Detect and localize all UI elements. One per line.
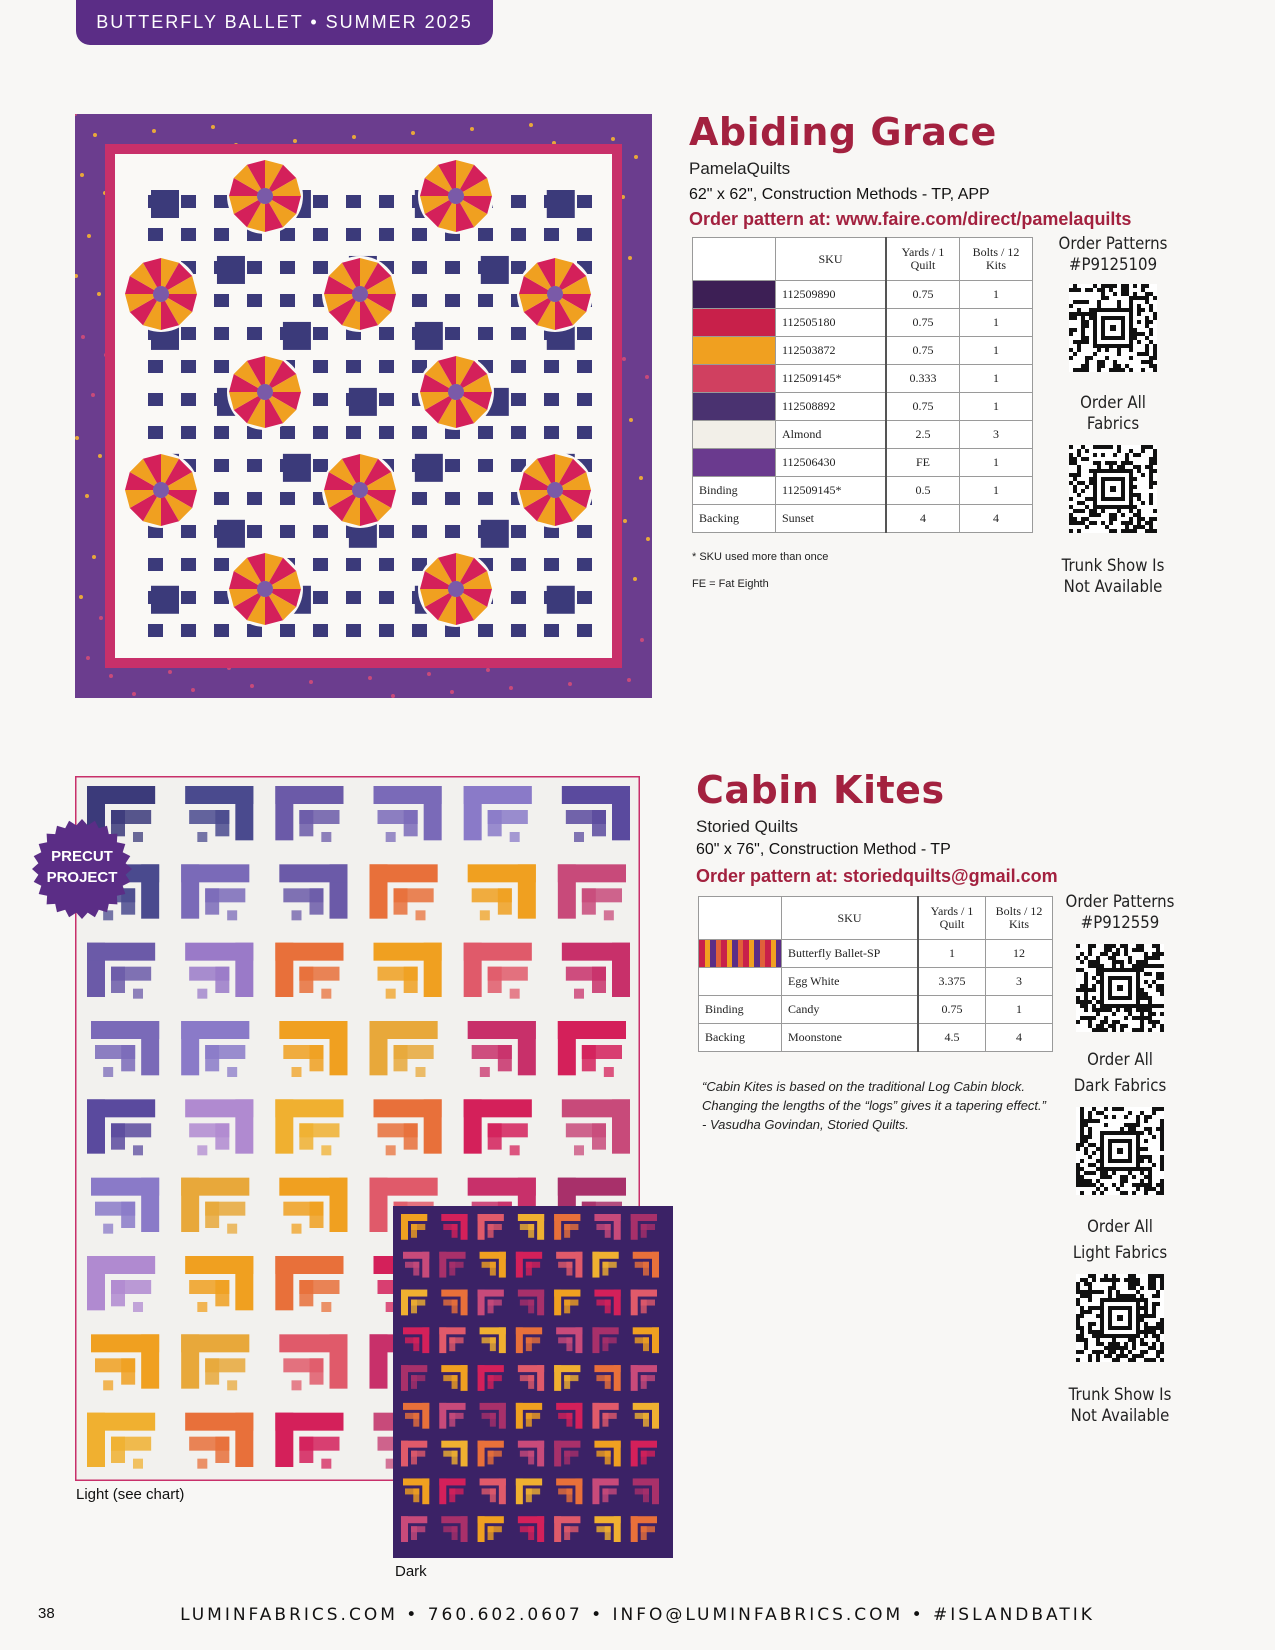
order-light-fabrics-qr-code[interactable] (1076, 1274, 1164, 1367)
trunk-show-label (1058, 1385, 1181, 1427)
order-all-fabrics-label (1051, 393, 1174, 435)
order-all-text: Order All (1087, 1217, 1153, 1237)
sku-cell: 112509890 (776, 281, 887, 309)
row-label-cell (693, 309, 776, 337)
order-pattern-link[interactable]: Order pattern at: www.faire.com/direct/pamelaquilts (689, 209, 1132, 229)
qr-column-cabin-kites (1050, 892, 1190, 1427)
order-all-text: Order All (1080, 393, 1146, 413)
sku-cell: Moonstone (782, 1024, 919, 1052)
order-pattern-link[interactable]: Order pattern at: storiedquilts@gmail.com (696, 866, 1058, 886)
order-patterns-label (1051, 234, 1174, 276)
bolts-cell: 4 (960, 505, 1033, 533)
sku-cell: 112508892 (776, 393, 887, 421)
sku-cell: Almond (776, 421, 887, 449)
yards-cell: 4.5 (918, 1024, 986, 1052)
fabric-table-cabin-kites (698, 896, 1053, 1052)
bolts-cell: 4 (986, 1024, 1053, 1052)
pattern-title: Cabin Kites (696, 768, 945, 812)
fabric-table-abiding-grace (692, 237, 1033, 533)
not-available-text: Not Available (1063, 577, 1163, 597)
table-row (693, 477, 1033, 505)
row-label-cell (693, 365, 776, 393)
designer-quote: “Cabin Kites is based on the traditional Log Cabin block. Changing the lengths of the “logs” gives it a tapering effect.” - Vasudha Govindan, Storied Quilts. (702, 1079, 1046, 1132)
table-row (693, 337, 1033, 365)
order-light-fabrics-label (1058, 1214, 1181, 1266)
sku-cell: 112506430 (776, 449, 887, 477)
pattern-code-text: #P9125109 (1068, 255, 1158, 275)
table-header-blank (693, 238, 776, 281)
yards-cell: 0.75 (886, 393, 960, 421)
row-label-cell: Binding (699, 996, 782, 1024)
table-row (693, 281, 1033, 309)
bolts-cell: 1 (960, 337, 1033, 365)
page-number: 38 (38, 1605, 55, 1622)
dark-fabrics-text: Dark Fabrics (1073, 1076, 1167, 1096)
badge-line-2: PROJECT (46, 869, 118, 886)
order-all-text: Order All (1087, 1050, 1153, 1070)
dark-quilt-caption: Dark (395, 1563, 427, 1580)
yards-cell: 0.75 (886, 337, 960, 365)
order-dark-fabrics-label (1058, 1047, 1181, 1099)
bolts-cell: 1 (960, 449, 1033, 477)
fe-footnote: FE = Fat Eighth (692, 578, 769, 590)
table-header-sku: SKU (776, 238, 887, 281)
table-row (693, 449, 1033, 477)
row-label-cell (693, 393, 776, 421)
pattern-title: Abiding Grace (689, 110, 997, 154)
trunk-show-text: Trunk Show Is (1068, 1385, 1172, 1405)
pattern-designer: PamelaQuilts (689, 159, 791, 178)
yards-cell: 1 (918, 940, 986, 968)
sku-cell: Candy (782, 996, 919, 1024)
sku-cell: 112503872 (776, 337, 887, 365)
table-header-sku: SKU (782, 897, 919, 940)
cabin-kites-dark-quilt-image (393, 1206, 673, 1558)
yards-cell: 0.75 (918, 996, 986, 1024)
precut-project-badge (32, 819, 132, 919)
row-label-cell: Backing (693, 505, 776, 533)
fabric-requirements-table (692, 237, 1033, 533)
row-label-cell (693, 421, 776, 449)
table-header-bolts: Bolts / 12 Kits (986, 897, 1053, 940)
bolts-cell: 3 (960, 421, 1033, 449)
yards-cell: 0.333 (886, 365, 960, 393)
table-row (693, 421, 1033, 449)
row-label-cell (693, 337, 776, 365)
pattern-specs: 62" x 62", Construction Methods - TP, APP (689, 186, 990, 203)
row-label-cell (693, 449, 776, 477)
row-label-cell: Binding (693, 477, 776, 505)
yards-cell: 2.5 (886, 421, 960, 449)
footer-contact-line: LUMINFABRICS.COM • 760.602.0607 • INFO@LUMINFABRICS.COM • #ISLANDBATIK (180, 1605, 1095, 1625)
row-label-cell (699, 968, 782, 996)
fabric-swatch (693, 449, 775, 476)
fabric-requirements-table (698, 896, 1053, 1052)
table-row (699, 996, 1053, 1024)
fabric-swatch (693, 309, 775, 336)
pattern-code-text: #P912559 (1080, 913, 1160, 933)
pattern-designer: Storied Quilts (696, 817, 799, 836)
bolts-cell: 1 (960, 393, 1033, 421)
order-patterns-qr-code[interactable] (1076, 944, 1164, 1037)
sku-cell: Egg White (782, 968, 919, 996)
order-all-fabrics-qr-code[interactable] (1069, 445, 1157, 538)
yards-cell: 4 (886, 505, 960, 533)
order-patterns-qr-code[interactable] (1069, 284, 1157, 377)
badge-line-1: PRECUT (51, 848, 113, 865)
order-patterns-text: Order Patterns (1065, 892, 1175, 912)
order-patterns-text: Order Patterns (1058, 234, 1168, 254)
table-row (693, 309, 1033, 337)
trunk-show-text: Trunk Show Is (1061, 556, 1165, 576)
fabric-swatch (699, 940, 781, 967)
order-dark-fabrics-qr-code[interactable] (1076, 1107, 1164, 1200)
badge-text (32, 846, 132, 888)
catalog-header-tab (76, 0, 493, 45)
light-fabrics-text: Light Fabrics (1072, 1243, 1168, 1263)
table-header-yards: Yards / 1 Quilt (918, 897, 986, 940)
yards-cell: 0.75 (886, 309, 960, 337)
yards-cell: 0.5 (886, 477, 960, 505)
abiding-grace-quilt-image (75, 114, 652, 698)
qr-column-abiding-grace (1043, 234, 1183, 598)
fabrics-text: Fabrics (1086, 414, 1140, 434)
bolts-cell: 1 (960, 365, 1033, 393)
light-quilt-caption: Light (see chart) (76, 1486, 185, 1503)
table-row (693, 505, 1033, 533)
table-row (699, 968, 1053, 996)
fabric-swatch (693, 393, 775, 420)
table-header-blank (699, 897, 782, 940)
sku-cell: 112509145* (776, 365, 887, 393)
table-header-bolts: Bolts / 12 Kits (960, 238, 1033, 281)
row-label-cell: Backing (699, 1024, 782, 1052)
fabric-swatch (693, 281, 775, 308)
bolts-cell: 1 (960, 309, 1033, 337)
bolts-cell: 12 (986, 940, 1053, 968)
table-header-yards: Yards / 1 Quilt (886, 238, 960, 281)
fabric-swatch (693, 365, 775, 392)
catalog-header-text: BUTTERFLY BALLET • SUMMER 2025 (96, 12, 473, 32)
pattern-specs: 60" x 76", Construction Method - TP (696, 841, 951, 858)
bolts-cell: 1 (960, 281, 1033, 309)
table-row (699, 940, 1053, 968)
fabric-swatch (693, 421, 775, 448)
row-label-cell (693, 281, 776, 309)
sku-cell: 112505180 (776, 309, 887, 337)
not-available-text: Not Available (1070, 1406, 1170, 1426)
bolts-cell: 3 (986, 968, 1053, 996)
sku-cell: Butterfly Ballet-SP (782, 940, 919, 968)
row-label-cell (699, 940, 782, 968)
yards-cell: 0.75 (886, 281, 960, 309)
yards-cell: FE (886, 449, 960, 477)
fabric-swatch (693, 337, 775, 364)
bolts-cell: 1 (986, 996, 1053, 1024)
sku-cell: 112509145* (776, 477, 887, 505)
table-row (693, 393, 1033, 421)
yards-cell: 3.375 (918, 968, 986, 996)
bolts-cell: 1 (960, 477, 1033, 505)
table-row (699, 1024, 1053, 1052)
trunk-show-label (1051, 556, 1174, 598)
sku-footnote: * SKU used more than once (692, 551, 829, 563)
order-patterns-label (1058, 892, 1181, 934)
table-row (693, 365, 1033, 393)
sku-cell: Sunset (776, 505, 887, 533)
